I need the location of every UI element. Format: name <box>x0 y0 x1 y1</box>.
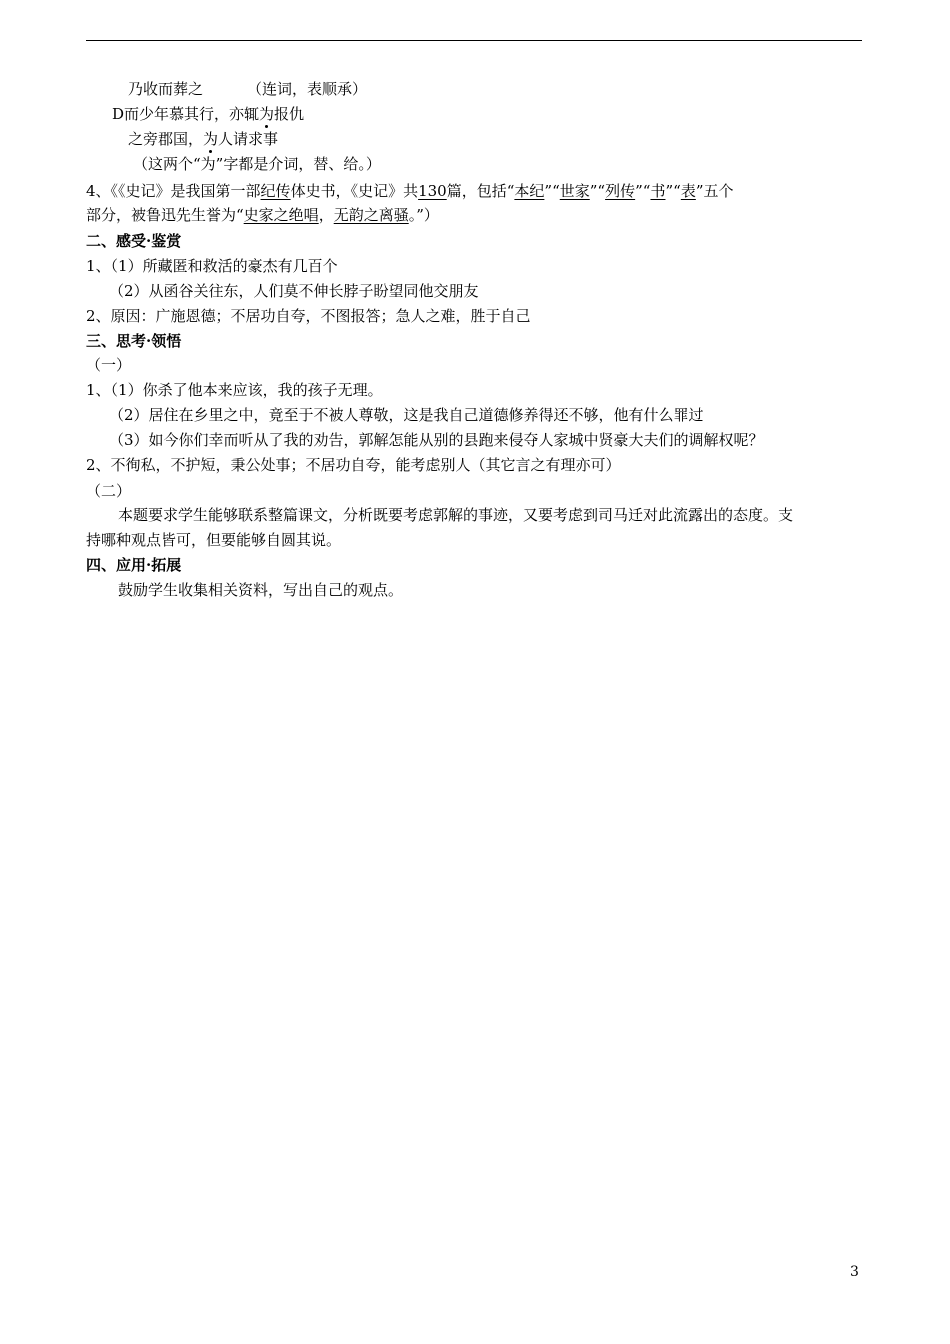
emphasis-dot-char: 为 <box>203 130 219 148</box>
text: ”“ <box>635 182 651 200</box>
answer-blank: 本纪 <box>514 182 545 200</box>
text: 部分，被鲁迅先生誉为“ <box>86 206 244 224</box>
answer-line: （2）居住在乡里之中，竟至于不被人尊敬，这是我自己道德修养得还不够，他有什么罪过 <box>109 406 704 424</box>
text: 。”） <box>408 206 439 224</box>
answer-line <box>128 79 908 99</box>
answer-blank: 史家之绝唱 <box>243 206 319 224</box>
answer-line: 1、（1）你杀了他本来应该，我的孩子无理。 <box>86 381 383 399</box>
text: ”“ <box>589 182 606 200</box>
header-rule <box>86 40 862 41</box>
text: ， <box>318 206 334 224</box>
text: 报仇 <box>274 105 305 123</box>
section-heading: 三、思考·领悟 <box>86 332 182 350</box>
subsection-label: （一） <box>86 356 132 374</box>
question-4-line2 <box>86 205 866 225</box>
answer-blank: 书 <box>650 182 666 200</box>
note: （连词，表顺承） <box>247 80 368 98</box>
text: 人请求事 <box>218 130 279 148</box>
answer-blank: 表 <box>680 182 696 200</box>
text: ”五个 <box>695 182 734 200</box>
answer-blank: 无韵之离骚 <box>333 206 409 224</box>
text: ”“ <box>665 182 681 200</box>
answer-line: （3）如今你们幸而听从了我的劝告，郭解怎能从别的县跑来侵夺人家城中贤豪大夫们的调解权呢？ <box>109 431 764 449</box>
text: 乃收而葬之 <box>128 80 204 98</box>
answer-line: 1、（1）所藏匿和救活的豪杰有几百个 <box>86 257 338 275</box>
note-line: （这两个“为”字都是介词，替、给。） <box>133 155 381 173</box>
text: D而少年慕其行，亦辄 <box>112 105 260 123</box>
answer-line: （2）从函谷关往东，人们莫不伸长脖子盼望同他交朋友 <box>109 282 479 300</box>
subsection-label: （二） <box>86 482 132 500</box>
text: ”“ <box>544 182 560 200</box>
paragraph-line: 鼓励学生收集相关资料，写出自己的观点。 <box>118 581 404 599</box>
text: 篇，包括“ <box>446 182 515 200</box>
answer-blank: 列传 <box>605 182 636 200</box>
text: 4、《《史记》是我国第一部 <box>86 182 261 200</box>
answer-line: 2、不徇私，不护短，秉公处事；不居功自夸，能考虑别人（其它言之有理亦可） <box>86 456 621 474</box>
section-heading: 二、感受·鉴赏 <box>86 232 182 250</box>
page-number: 3 <box>850 1264 859 1280</box>
answer-line <box>128 129 908 149</box>
paragraph-line: 本题要求学生能够联系整篇课文，分析既要考虑郭解的事迹，又要考虑到司马迁对此流露出的态度。支 <box>118 506 794 524</box>
text: 之旁郡国， <box>128 130 204 148</box>
question-4-line1 <box>86 181 866 201</box>
answer-blank: 纪传 <box>260 182 291 200</box>
answer-blank: 130 <box>418 182 447 200</box>
answer-blank: 世家 <box>559 182 590 200</box>
text: 体史书，《史记》共 <box>290 182 419 200</box>
section-heading: 四、应用·拓展 <box>86 556 182 574</box>
emphasis-dot-char: 为 <box>259 105 275 123</box>
paragraph-line: 持哪种观点皆可，但要能够自圆其说。 <box>86 531 342 549</box>
answer-line <box>112 104 892 124</box>
answer-line: 2、原因：广施恩德；不居功自夸，不图报答；急人之难，胜于自己 <box>86 307 531 325</box>
